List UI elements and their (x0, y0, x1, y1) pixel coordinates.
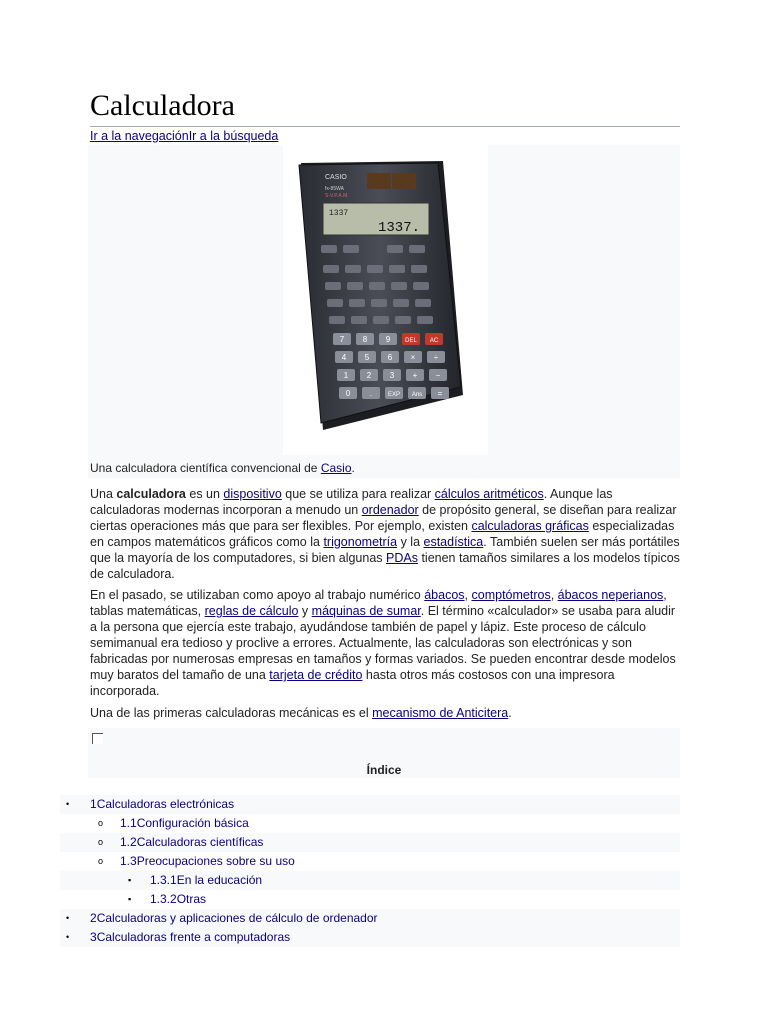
svg-text:AC: AC (429, 338, 439, 344)
skip-links (90, 129, 278, 143)
bullet-icon: • (66, 799, 70, 809)
toc-item[interactable]: ▪ 1.3.1En la educación (60, 871, 680, 890)
svg-text:2: 2 (366, 371, 372, 380)
toc-item[interactable]: o 1.2Calculadoras científicas (60, 833, 680, 852)
svg-text:5: 5 (364, 353, 370, 362)
search-link[interactable]: Ir a la búsqueda (188, 129, 279, 143)
svg-text:9: 9 (385, 335, 391, 344)
bullet-icon: o (98, 856, 104, 866)
calculator-image (283, 145, 488, 455)
svg-text:×: × (410, 353, 416, 362)
svg-text:8: 8 (362, 335, 368, 344)
link-pdas[interactable]: PDAs (386, 551, 418, 565)
link-dispositivo[interactable]: dispositivo (223, 487, 282, 501)
bullet-icon: o (98, 837, 104, 847)
link-calculadoras-graficas[interactable]: calculadoras gráficas (471, 519, 589, 533)
svg-text:3: 3 (389, 371, 395, 380)
page-title: Calculadora (90, 88, 680, 127)
link-comptometros[interactable]: comptómetros (471, 588, 551, 602)
toc-item[interactable]: o 1.1Configuración básica (60, 814, 680, 833)
anticitera-paragraph: Una de las primeras calculadoras mecánicas es el mecanismo de Anticitera. (90, 706, 512, 720)
link-reglas-de-calculo[interactable]: reglas de cálculo (204, 604, 299, 618)
solar-panel (367, 173, 391, 189)
toc-item[interactable]: • 3Calculadoras frente a computadoras (60, 928, 680, 947)
link-ordenador[interactable]: ordenador (361, 503, 419, 517)
svg-text:=: = (437, 389, 443, 398)
nav-link[interactable]: Ir a la navegación (90, 129, 189, 143)
brand-label: CASIO (325, 174, 347, 181)
bullet-icon: ▪ (128, 894, 132, 904)
solar-panel (392, 173, 416, 189)
svg-text:EXP: EXP (387, 392, 401, 398)
svg-text:6: 6 (387, 353, 393, 362)
figure-caption: Una calculadora científica convencional de Casio. (90, 461, 355, 475)
bullet-icon: o (98, 818, 104, 828)
svpam-label: S-V.P.A.M. (325, 193, 349, 199)
svg-text:7: 7 (339, 335, 345, 344)
svg-text:DEL: DEL (405, 338, 417, 344)
casio-link[interactable]: Casio (320, 461, 352, 475)
toc-title: Índice (366, 763, 402, 777)
display-small: 1337 (329, 209, 349, 218)
svg-text:÷: ÷ (433, 353, 439, 362)
toc-item[interactable]: • 2Calculadoras y aplicaciones de cálculo de ordenador (60, 909, 680, 928)
svg-text:0: 0 (345, 389, 351, 398)
link-abacos-neperianos[interactable]: ábacos neperianos (557, 588, 664, 602)
bullet-icon: • (66, 913, 70, 923)
svg-text:Ans: Ans (411, 392, 423, 398)
display-big: 1337. (378, 220, 421, 236)
bullet-icon: ▪ (128, 875, 132, 885)
history-paragraph: En el pasado, se utilizaban como apoyo al trabajo numérico ábacos, comptómetros, ábacos neperianos, tablas matemáticas, reglas de cálculo y máquinas de sumar. El término «calculador» se usaba para aludir a la persona que ejercía este trabajo, ayudándose también de papel y lápiz. Este proceso de cálculo semimanual era tedioso y proclive a errores. Actualmente, las calculadoras son electrónicas y son fabricadas por numerosas empresas en tamaños y formas variados. Se pueden encontrar desde modelos muy baratos del tamaño de una tarjeta de crédito hasta otros más costosos con una impresora incorporada. (90, 588, 676, 698)
link-calculos-aritmeticos[interactable]: cálculos aritméticos (434, 487, 544, 501)
svg-text:+: + (412, 371, 418, 380)
link-maquinas-de-sumar[interactable]: máquinas de sumar (311, 604, 421, 618)
svg-text:.: . (369, 389, 373, 398)
toc-item[interactable]: • 1Calculadoras electrónicas (60, 795, 680, 814)
model-label: fx-85WA (325, 186, 344, 192)
toc-toggle-checkbox[interactable] (92, 733, 103, 744)
link-abacos[interactable]: ábacos (424, 588, 465, 602)
link-trigonometria[interactable]: trigonometría (323, 535, 398, 549)
calculator-illustration (283, 145, 488, 455)
svg-text:4: 4 (341, 353, 347, 362)
link-mecanismo-de-anticitera[interactable]: mecanismo de Anticitera (372, 706, 509, 720)
toc-item[interactable]: o 1.3Preocupaciones sobre su uso (60, 852, 680, 871)
toc-list (60, 795, 680, 947)
link-tarjeta-de-credito[interactable]: tarjeta de crédito (269, 668, 363, 682)
svg-text:−: − (435, 371, 441, 380)
calculator-body (299, 163, 461, 423)
bullet-icon: • (66, 932, 70, 942)
toc-item[interactable]: ▪ 1.3.2Otras (60, 890, 680, 909)
link-estadistica[interactable]: estadística (423, 535, 484, 549)
intro-paragraph: Una calculadora es un dispositivo que se utiliza para realizar cálculos aritméticos. Aunque las calculadoras modernas incorporan a menudo un ordenador de propósito general, se diseñan para realizar ciertas operaciones más que para ser flexibles. Por ejemplo, existen calculadoras gráficas especializadas en campos matemáticos gráficos como la trigonometría y la estadística. También suelen ser más portátiles que la mayoría de los computadores, si bien algunas PDAs tienen tamaños similares a los modelos típicos de calculadora. (90, 487, 680, 581)
svg-text:1: 1 (343, 371, 349, 380)
